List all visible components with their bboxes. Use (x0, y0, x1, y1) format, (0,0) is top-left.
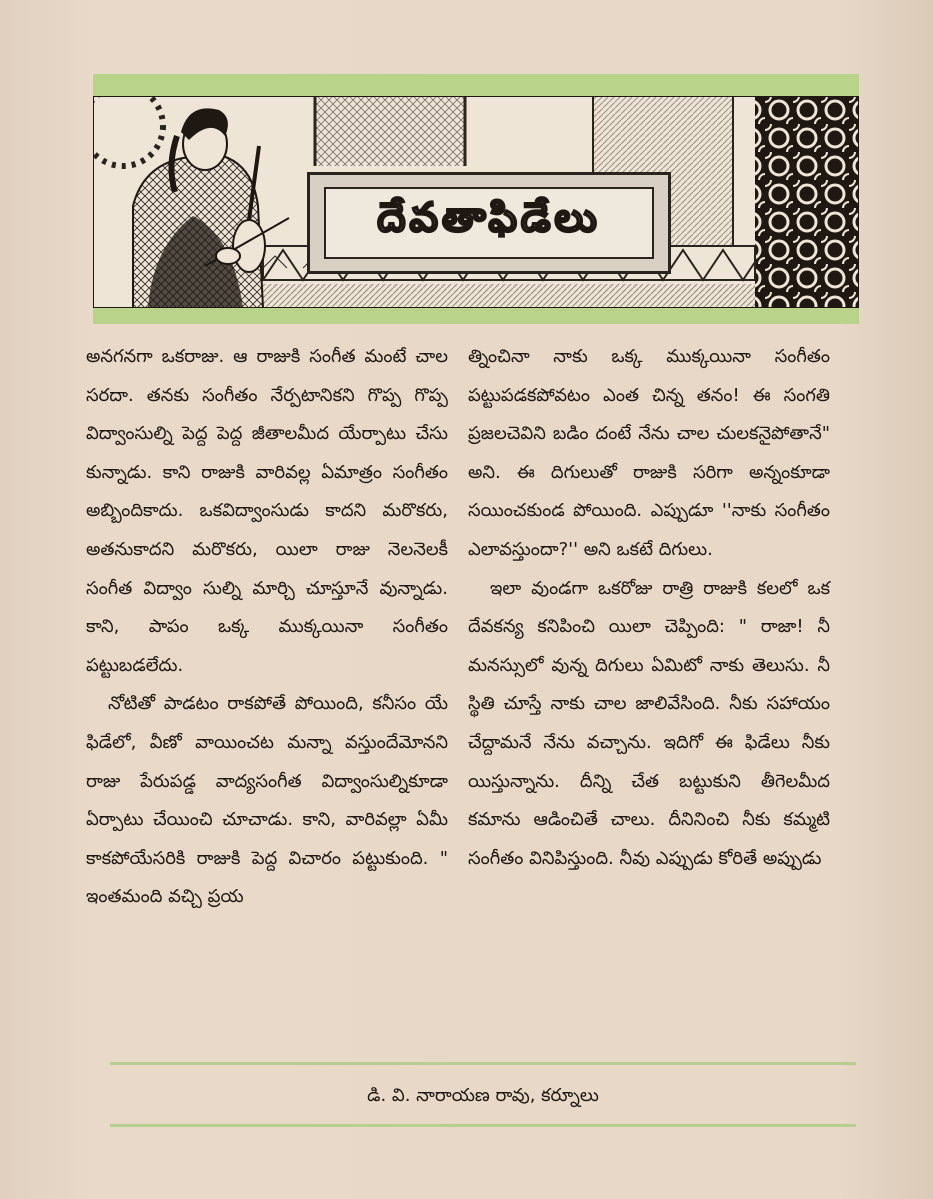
divider (110, 1124, 856, 1127)
header-illustration (93, 96, 859, 308)
story-title: దేవతాఫిడేలు (377, 195, 601, 241)
right-column (468, 338, 830, 878)
story-body (86, 338, 846, 1048)
author-byline: డి. వి. నారాయణ రావు, కర్నూలు (367, 1085, 599, 1106)
title-frame (324, 187, 654, 259)
divider (110, 1062, 856, 1065)
paragraph: ఇలా వుండగా ఒకరోజు రాత్రి రాజుకి కలలో ఒక దేవకన్య కనిపించి యిలా చెప్పింది: " రాజా! నీ మనస్సులో వున్న దిగులు ఏమిటో నాకు తెలుసు. నీ స్థితి చూస్తే నాకు చాల జాలివేసింది. నీకు సహాయం చేద్దామనే నేను వచ్చాను. ఇదిగో ఈ ఫిడేలు నీకు యిస్తున్నాను. దీన్ని చేత బట్టుకుని తీగెలమీద కమాను ఆడించితే చాలు. దీనినించి నీకు కమ్మటి సంగీతం వినిపిస్తుంది. నీవు ఎప్పుడు కోరితే అప్పుడు (468, 577, 830, 869)
title-plaque (307, 172, 671, 274)
paragraph: త్నించినా నాకు ఒక్క ముక్కయినా సంగీతం పట్టుపడకపోవటం ఎంత చిన్న తనం! ఈ సంగతి ప్రజలచెవిని బడిం దంటే నేను చాల చులకనైపోతానే" అని. ఈ దిగులుతో రాజుకి సరిగా అన్నంకూడా సయించకుండ పోయింది. ఎప్పుడూ ''నాకు సంగీతం ఎలావస్తుందా?'' అని ఒకటే దిగులు. (468, 346, 830, 560)
left-column (86, 338, 448, 917)
paragraph: నోటితో పాడటం రాకపోతే పోయింది, కనీసం యే ఫిడేలో, వీణో వాయించట మన్నా వస్తుందేమోనని రాజు పేరుపడ్డ వాద్యసంగీత విద్వాంసుల్నికూడా ఏర్పాటు చేయించి చూచాడు. కాని, వారివల్లా ఏమీ కాకపోయేసరికి రాజుకి పెద్ద విచారం పట్టుకుంది. " ఇంతమంది వచ్చి ప్రయ (86, 693, 448, 908)
paragraph: అనగనగా ఒకరాజు. ఆ రాజుకి సంగీత మంటే చాల సరదా. తనకు సంగీతం నేర్పటానికని గొప్ప గొప్ప విద్వాంసుల్ని పెద్ద పెద్ద జీతాలమీద యేర్పాటు చేసు కున్నాడు. కాని రాజుకి వారివల్ల ఏమాత్రం సంగీతం అబ్బిందికాదు. ఒకవిద్వాంసుడు కాదని మరొకరు, అతనుకాదని మరొకరు, యిలా రాజు నెలనెలకీ సంగీత విద్వాం సుల్ని మార్చి చూస్తూనే వున్నాడు. కాని, పాపం ఒక్క ముక్కయినా సంగీతం పట్టుబడలేదు. (86, 346, 448, 676)
header-banner (93, 74, 859, 324)
